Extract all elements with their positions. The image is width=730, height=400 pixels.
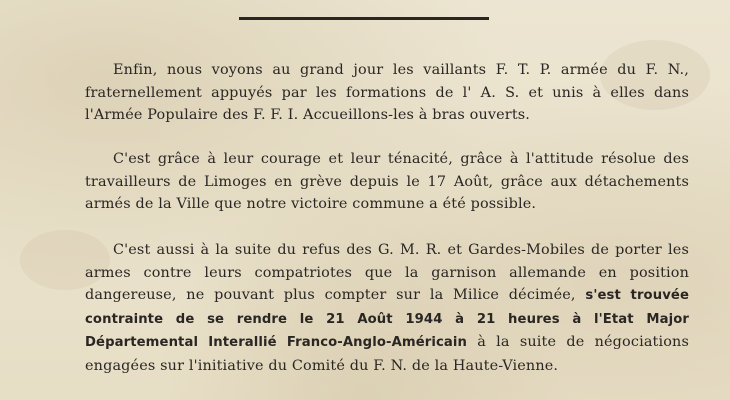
top-divider-rule (239, 17, 489, 20)
paragraph-1 (85, 59, 689, 127)
paragraph-2 (85, 148, 689, 216)
paragraph-3 (85, 239, 689, 377)
paragraph-1-text: Enfin, nous voyons au grand jour les vaillants F. T. P. armée du F. N., fraternellement appuyés par les formations de l' A. S. et unis à elles dans l'Armée Populaire des F. F. I. Accueillons-les à bras ouverts. (85, 62, 689, 123)
paragraph-3-text-before: C'est aussi à la suite du refus des G. M. R. et Gardes-Mobiles de porter les armes contre leurs compatriotes que la garnison allemande en position dangereuse, ne pouvant plus compter sur la Milice décimée, (85, 242, 689, 303)
paragraph-2-text: C'est grâce à leur courage et leur ténacité, grâce à l'attitude résolue des travailleurs de Limoges en grève depuis le 17 Août, grâce aux détachements armés de la Ville que notre victoire commune a été possible. (85, 151, 689, 212)
paragraph-3-bold-text: s'est trouvée contrainte de se rendre le 21 Août 1944 à 21 heures à l'Etat Major Départemental Interallié Franco-Anglo-Américain (85, 288, 689, 350)
paragraph-3-text-after: à la suite de négociations engagées sur l'initiative du Comité du F. N. de la Haute-Vienne. (85, 334, 689, 374)
